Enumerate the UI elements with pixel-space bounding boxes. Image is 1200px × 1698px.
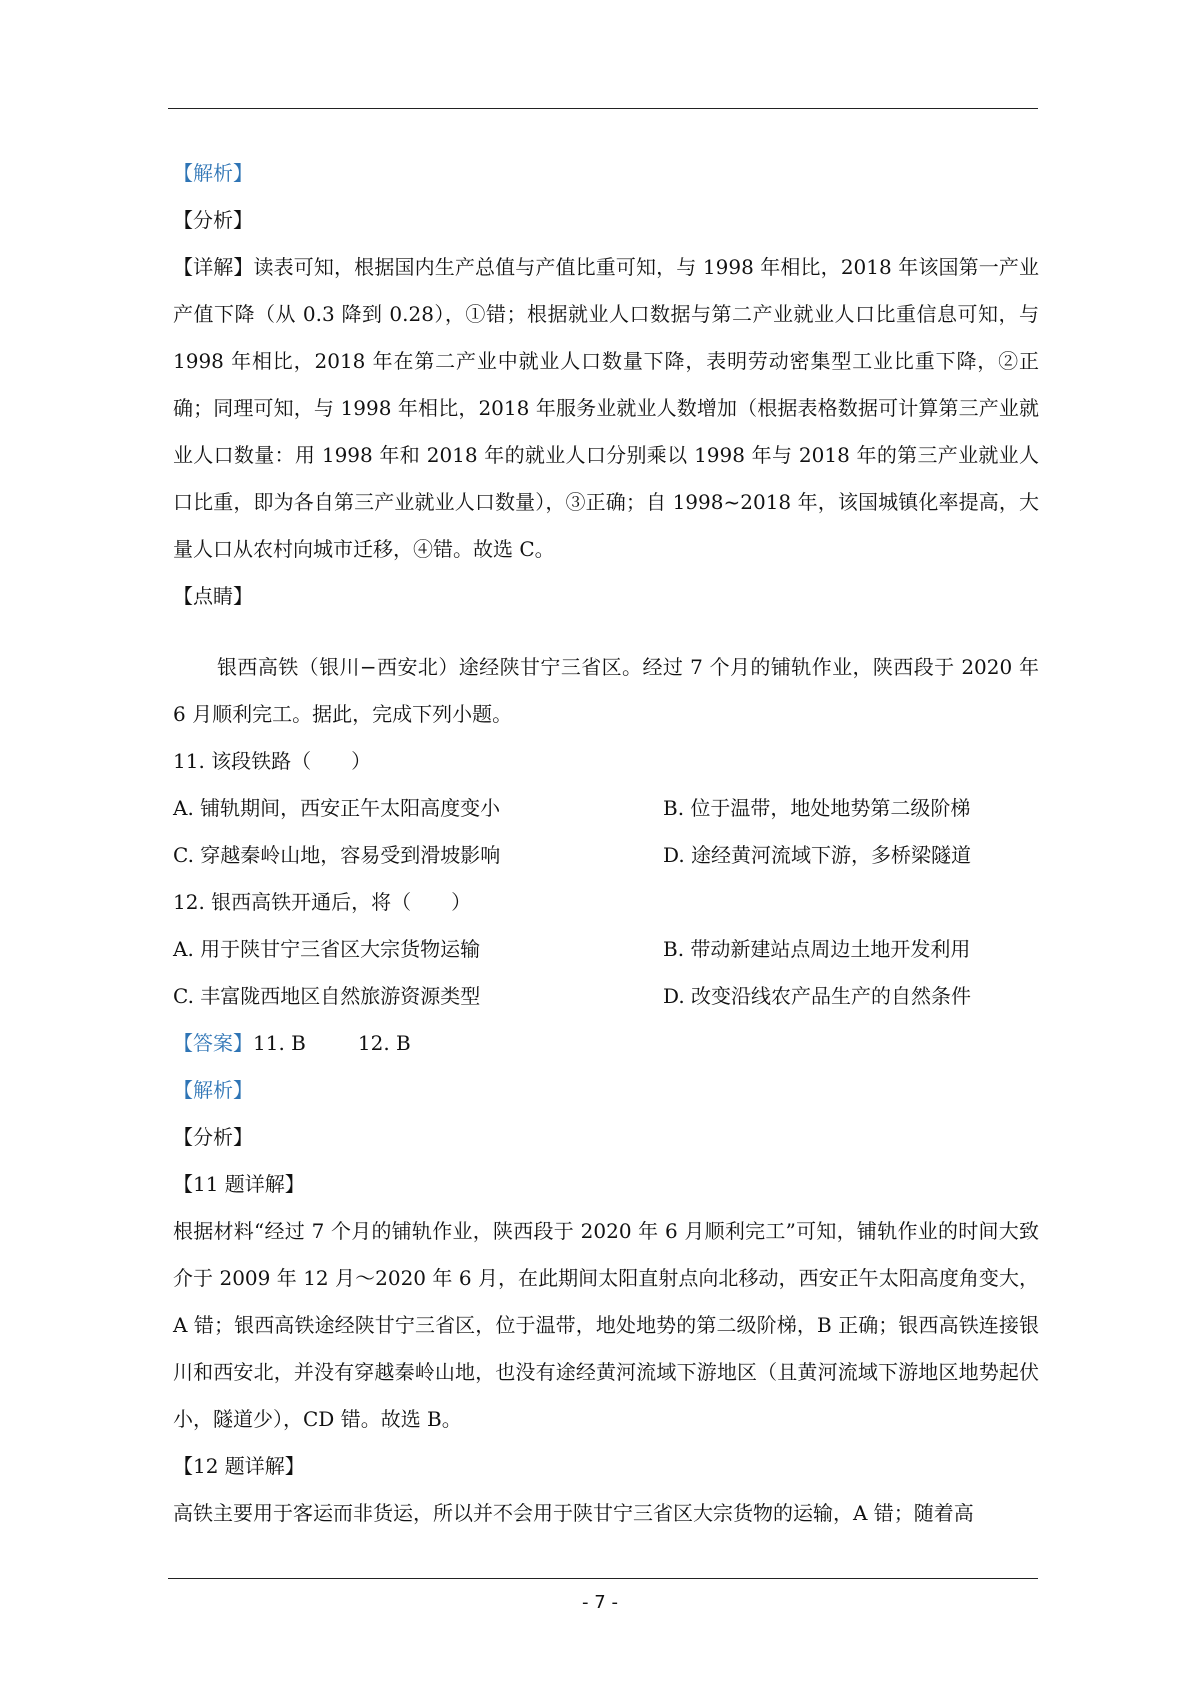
fenxi-tag: 【分析】 bbox=[173, 208, 253, 232]
page-content bbox=[173, 150, 1039, 1537]
page-number: - 7 - bbox=[582, 1592, 618, 1613]
analysis-tag-2: 【解析】 bbox=[173, 1078, 253, 1102]
answer-tag: 【答案】 bbox=[173, 1031, 253, 1055]
spacer bbox=[173, 620, 1039, 644]
header-rule bbox=[168, 108, 1038, 109]
q11-option-d: D. 途经黄河流域下游，多桥梁隧道 bbox=[663, 843, 972, 867]
question-12-stem: 12. 银西高铁开通后，将（ ） bbox=[173, 890, 472, 914]
q11-option-b: B. 位于温带，地处地势第二级阶梯 bbox=[663, 796, 971, 820]
q11-detail-paragraph: 根据材料“经过 7 个月的铺轨作业，陕西段于 2020 年 6 月顺利完工”可知，铺轨作业的时间大致介于 2009 年 12 月～2020 年 6 月，在此期间太阳直射点向北移动，西安正午太阳高度角变大，A 错；银西高铁途经陕甘宁三省区，位于温带，地处地势的第二级阶梯，B 正确；银西高铁连接银川和西安北，并没有穿越秦岭山地，也没有途经黄河流域下游地区（且黄河流域下游地区地势起伏小，隧道少），CD 错。故选 B。 bbox=[173, 1219, 1039, 1431]
question-11-stem: 11. 该段铁路（ ） bbox=[173, 749, 372, 773]
q12-option-b: B. 带动新建站点周边土地开发利用 bbox=[663, 937, 971, 961]
question-11-options-row-2 bbox=[173, 832, 1039, 879]
answer-12: 12. B bbox=[357, 1031, 411, 1055]
q11-option-c: C. 穿越秦岭山地，容易受到滑坡影响 bbox=[173, 843, 501, 867]
question-11-options-row-1 bbox=[173, 785, 1039, 832]
footer-rule bbox=[168, 1578, 1038, 1579]
q12-detail-paragraph: 高铁主要用于客运而非货运，所以并不会用于陕甘宁三省区大宗货物的运输，A 错；随着高 bbox=[173, 1501, 974, 1525]
detail-paragraph: 【详解】读表可知，根据国内生产总值与产值比重可知，与 1998 年相比，2018 年该国第一产业产值下降（从 0.3 降到 0.28），①错；根据就业人口数据与第二产业就业人口比重信息可知，与 1998 年相比，2018 年在第二产业中就业人口数量下降，表明劳动密集型工业比重下降，②正确；同理可知，与 1998 年相比，2018 年服务业就业人数增加（根据表格数据可计算第三产业就业人口数量：用 1998 年和 2018 年的就业人口分别乘以 1998 年与 2018 年的第三产业就业人口比重，即为各自第三产业就业人口数量），③正确；自 1998~2018 年，该国城镇化率提高，大量人口从农村向城市迁移，④错。故选 C。 bbox=[173, 255, 1039, 561]
material-paragraph: 银西高铁（银川−西安北）途经陕甘宁三省区。经过 7 个月的铺轨作业，陕西段于 2020 年 6 月顺利完工。据此，完成下列小题。 bbox=[173, 655, 1039, 726]
answer-11: 11. B bbox=[253, 1031, 306, 1055]
q12-option-a: A. 用于陕甘宁三省区大宗货物运输 bbox=[173, 937, 481, 961]
q12-option-c: C. 丰富陇西地区自然旅游资源类型 bbox=[173, 984, 481, 1008]
q11-detail-tag: 【11 题详解】 bbox=[173, 1172, 305, 1196]
analysis-tag: 【解析】 bbox=[173, 161, 253, 185]
dianjing-tag: 【点睛】 bbox=[173, 584, 253, 608]
answer-line bbox=[173, 1020, 1039, 1067]
q12-option-d: D. 改变沿线农产品生产的自然条件 bbox=[663, 984, 972, 1008]
question-12-options-row-2 bbox=[173, 973, 1039, 1020]
question-12-options-row-1 bbox=[173, 926, 1039, 973]
fenxi-tag-2: 【分析】 bbox=[173, 1125, 253, 1149]
q11-option-a: A. 铺轨期间，西安正午太阳高度变小 bbox=[173, 796, 501, 820]
q12-detail-tag: 【12 题详解】 bbox=[173, 1454, 305, 1478]
